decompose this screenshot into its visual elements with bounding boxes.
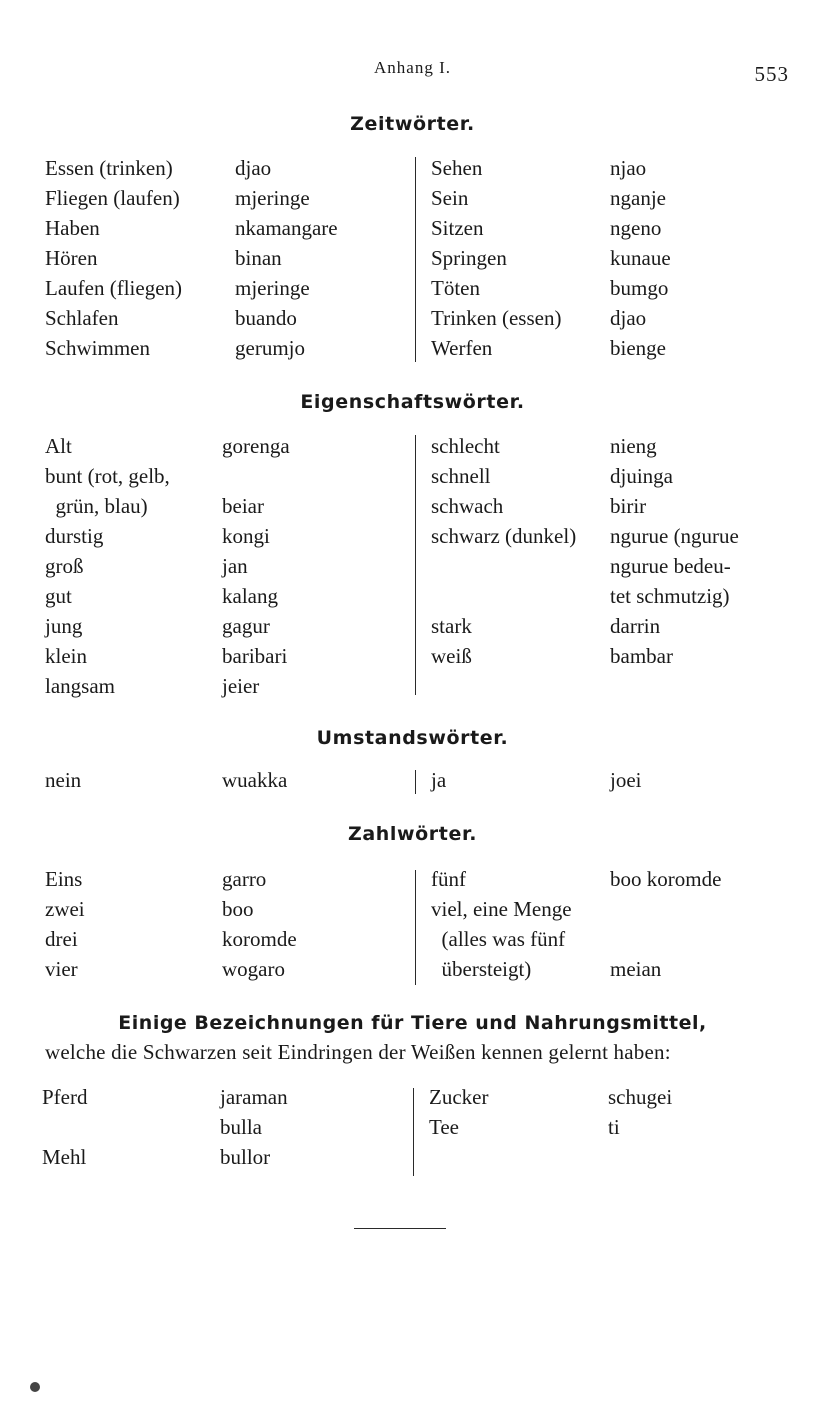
german-term: Alt [45,434,72,458]
adverbs-native-right [610,765,642,795]
native-term: baribari [222,644,288,668]
section-title-animals-food: Einige Bezeichnungen für Tiere und Nahrungsmittel, [118,1012,707,1034]
native-term: gerumjo [235,336,305,360]
numerals-native-left [222,864,297,984]
german-term: groß [45,554,84,578]
native-term: binan [235,246,282,270]
german-term: vier [45,957,78,981]
german-term: Springen [431,246,507,270]
print-speck [30,1382,40,1392]
verbs-german-left [45,153,182,363]
german-term: Sein [431,186,469,210]
german-term: ja [431,768,447,792]
native-term: jeier [222,674,260,698]
native-term: ngurue bedeu- [610,554,731,578]
native-term: joei [610,768,642,792]
numerals-german-right [431,864,572,984]
german-term: langsam [45,674,115,698]
german-term: weiß [431,644,472,668]
native-term: birir [610,494,647,518]
german-term: Schwimmen [45,336,150,360]
german-term: stark [431,614,472,638]
native-term: ngeno [610,216,662,240]
closing-rule [354,1228,446,1229]
german-term: Tee [429,1115,460,1139]
native-term [610,924,721,954]
native-term: jaraman [220,1085,288,1109]
section-subtitle-animals-food: welche die Schwarzen seit Eindringen der Weißen kennen gelernt haben: [45,1040,671,1064]
german-term: nein [45,768,82,792]
native-term: tet schmutzig) [610,584,730,608]
native-term: ngurue (ngurue [610,524,739,548]
german-term: grün, blau) [45,494,148,518]
native-term [610,894,721,924]
german-term: schnell [431,464,491,488]
native-term: nieng [610,434,657,458]
german-term: Mehl [42,1145,87,1169]
native-term: kunaue [610,246,671,270]
german-term: Fliegen (laufen) [45,186,180,210]
animals-native-left [220,1082,288,1172]
german-term: Essen (trinken) [45,156,173,180]
adverbs-german-right [431,765,446,795]
native-term: bullor [220,1145,271,1169]
native-term: ti [608,1115,620,1139]
german-term: durstig [45,524,104,548]
german-term: Trinken (essen) [431,306,562,330]
native-term: buando [235,306,297,330]
german-term: Werfen [431,336,493,360]
german-term: jung [45,614,83,638]
section-title-verbs: Zeitwörter. [350,113,475,135]
native-term: darrin [610,614,661,638]
german-term: Laufen (fliegen) [45,276,183,300]
animals-native-right [608,1082,672,1142]
adverbs-german-left [45,765,81,795]
column-divider [415,870,416,985]
verbs-native-left [235,153,338,363]
native-term: nganje [610,186,666,210]
verbs-german-right [431,153,561,363]
native-term: gagur [222,614,270,638]
verbs-native-right [610,153,671,363]
native-term: gorenga [222,434,290,458]
column-divider [413,1088,414,1176]
column-divider [415,770,416,794]
german-term: Sitzen [431,216,484,240]
native-term: bienge [610,336,666,360]
native-term: kalang [222,584,278,608]
german-term: drei [45,927,78,951]
column-divider [415,157,416,362]
native-term: djuinga [610,464,673,488]
adjectives-table [0,431,825,706]
native-term: beiar [222,494,264,518]
german-term: fünf [431,867,466,891]
german-term [431,581,576,611]
german-term: schwach [431,494,504,518]
german-term: Haben [45,216,100,240]
native-term: mjeringe [235,276,310,300]
adjectives-german-right [431,431,576,671]
native-term: garro [222,867,267,891]
column-divider [415,435,416,695]
german-term: (alles was fünf [431,927,566,951]
numerals-german-left [45,864,85,984]
german-term: klein [45,644,87,668]
native-term: djao [610,306,647,330]
native-term: boo koromde [610,867,722,891]
verbs-table [0,153,825,368]
native-term: nkamangare [235,216,338,240]
german-term: schlecht [431,434,500,458]
section-title-adverbs: Umstandswörter. [316,727,509,749]
native-term: meian [610,957,662,981]
native-term [222,461,290,491]
german-term [431,551,576,581]
numerals-native-right [610,864,721,984]
german-term: gut [45,584,72,608]
german-term: übersteigt) [431,957,532,981]
german-term: Zucker [429,1085,489,1109]
native-term: djao [235,156,272,180]
native-term: koromde [222,927,297,951]
native-term: jan [222,554,248,578]
adjectives-german-left [45,431,170,701]
german-term: Pferd [42,1085,88,1109]
german-term: bunt (rot, gelb, [45,464,170,488]
german-term: viel, eine Menge [431,897,572,921]
native-term: njao [610,156,647,180]
german-term: Töten [431,276,480,300]
section-title-numerals: Zahlwörter. [347,823,478,845]
native-term: wogaro [222,957,285,981]
running-head: Anhang I. [374,58,451,77]
german-term: Hören [45,246,98,270]
german-term: Eins [45,867,83,891]
native-term: kongi [222,524,270,548]
native-term: boo [222,897,254,921]
animals-german-right [429,1082,488,1142]
german-term: Sehen [431,156,483,180]
german-term: Schlafen [45,306,119,330]
native-term: wuakka [222,768,288,792]
german-term: zwei [45,897,85,921]
german-term [42,1112,88,1142]
native-term: bulla [220,1115,262,1139]
native-term: bambar [610,644,673,668]
german-term: schwarz (dunkel) [431,524,577,548]
native-term: schugei [608,1085,673,1109]
adjectives-native-right [610,431,739,671]
adverbs-table [0,765,825,800]
native-term: bumgo [610,276,669,300]
page-number: 553 [754,62,789,86]
numerals-table [0,864,825,989]
animals-german-left [42,1082,88,1172]
native-term: mjeringe [235,186,310,210]
adjectives-native-left [222,431,290,701]
adverbs-native-left [222,765,287,795]
section-title-adjectives: Eigenschaftswörter. [300,391,525,413]
